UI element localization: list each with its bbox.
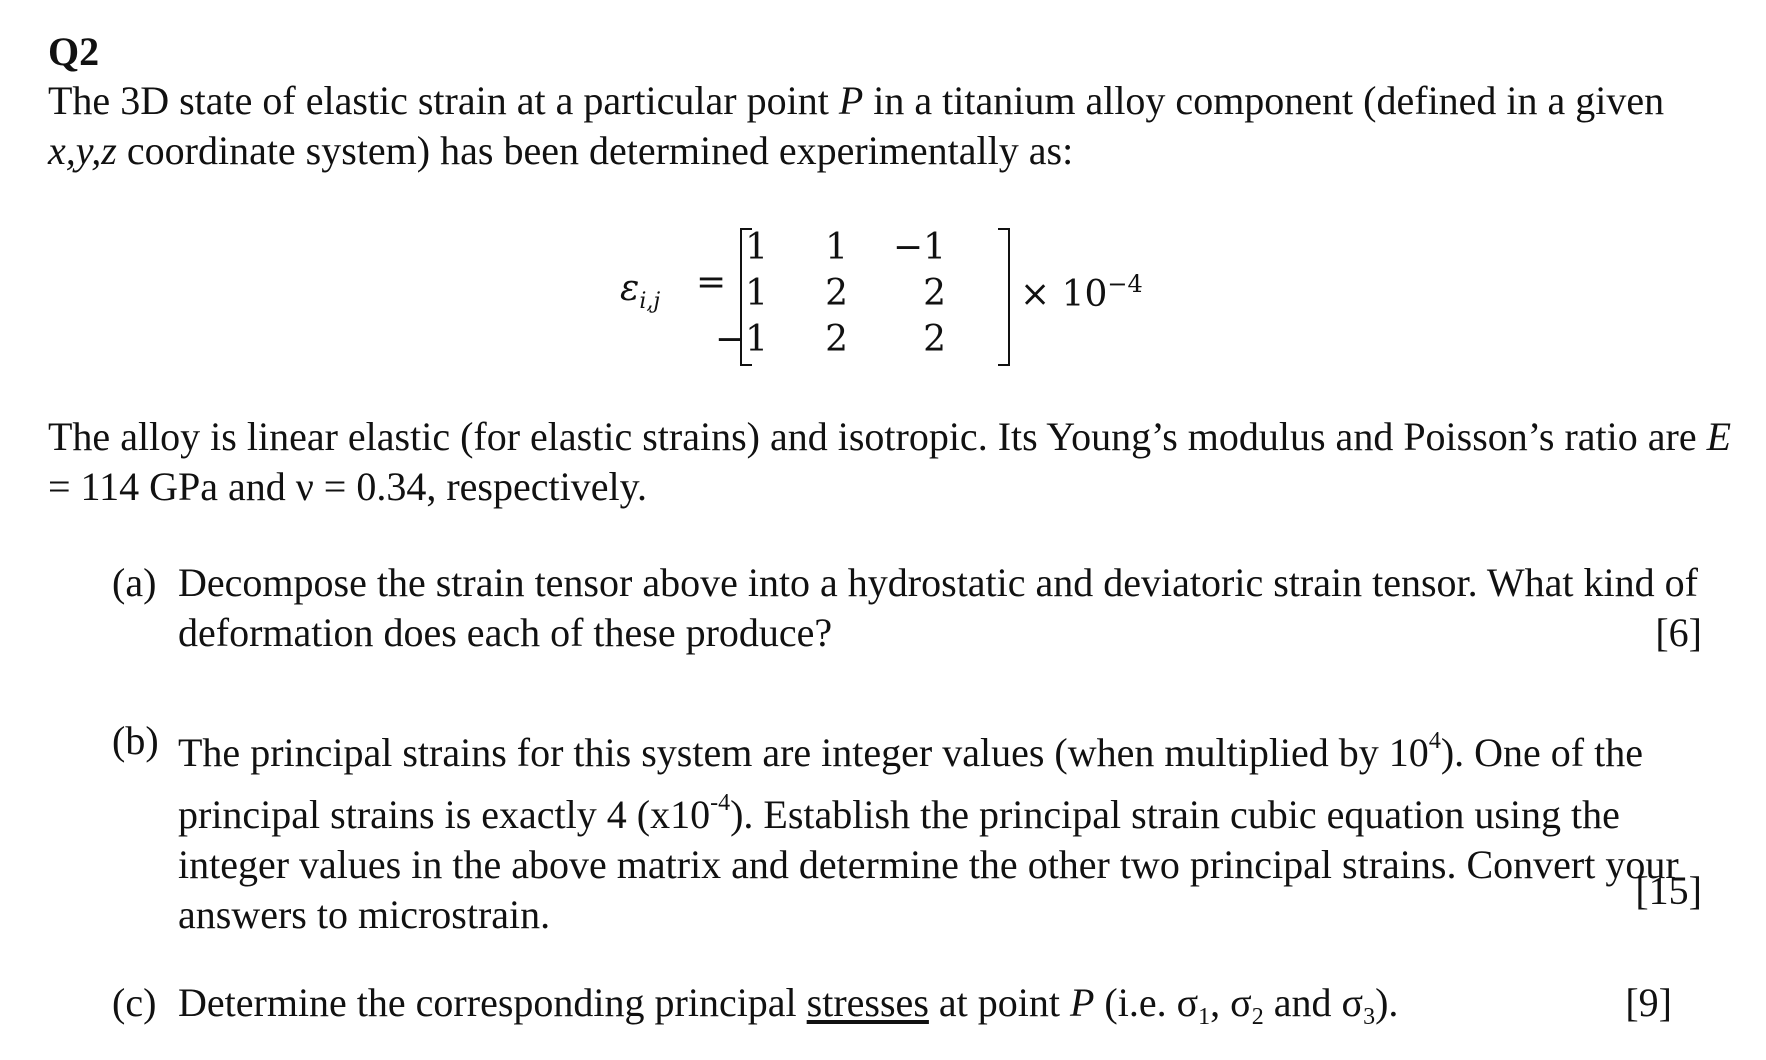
matrix-cell-r1c3: −1: [892, 227, 946, 268]
question-number: Q2: [48, 29, 100, 74]
sigma-2-subscript: 2: [1251, 1004, 1264, 1030]
part-c-text-4: , σ: [1210, 980, 1252, 1025]
part-b-label: (b): [112, 718, 159, 763]
youngs-modulus-symbol: E: [1706, 414, 1732, 459]
equals-sign: =: [696, 262, 727, 303]
strain-symbol: [620, 268, 660, 314]
part-a: [112, 558, 1702, 658]
matrix-cell-r3c1: −1: [714, 319, 768, 360]
matrix-cell-r3c3: 2: [923, 319, 946, 360]
intro-text-2: in a titanium alloy component (defined in a given: [863, 78, 1665, 123]
part-c-text-6: ).: [1375, 980, 1399, 1025]
point-symbol: P: [838, 78, 864, 123]
alloy-text-2: = 114 GPa and ν = 0.34, respectively.: [48, 464, 648, 509]
part-c-text-2: at point: [928, 980, 1070, 1025]
matrix-cell-r2c3: 2: [923, 273, 946, 314]
matrix-cell-r2c2: 2: [825, 273, 848, 314]
part-a-label: (a): [112, 560, 157, 605]
material-properties-paragraph: [48, 412, 1738, 512]
coordinate-axes: x,y,z: [48, 128, 117, 173]
strain-tensor-equation: [618, 222, 1143, 372]
matrix-cell-r3c2: 2: [825, 319, 848, 360]
part-c: [112, 978, 1702, 1028]
part-c-text-5: and σ: [1263, 980, 1364, 1025]
part-c-marks: [9]: [1625, 980, 1672, 1025]
part-c-text-3: (i.e. σ: [1094, 980, 1199, 1025]
part-a-marks: [6]: [1655, 610, 1702, 655]
point-symbol-c: P: [1069, 980, 1095, 1025]
part-b-text: [178, 716, 1702, 940]
part-c-label: (c): [112, 980, 157, 1025]
intro-text-3: coordinate system) has been determined experimentally as:: [116, 128, 1074, 173]
part-b-text-1: The principal strains for this system are integer values (when multiplied by 10: [178, 730, 1429, 775]
part-b-superscript-2: -4: [710, 790, 731, 816]
matrix-cell-r1c2: 1: [825, 227, 848, 268]
sigma-1-subscript: 1: [1198, 1004, 1211, 1030]
matrix-cell-r1c1: 1: [745, 227, 768, 268]
stresses-underlined: stresses: [806, 980, 929, 1025]
part-c-text: [178, 978, 1702, 1042]
part-b-text-3: ). Establish the principal strain cubic equation using the integer values in the above matrix and determine the other two principal strains. Convert your answers to microstrain.: [178, 792, 1679, 937]
part-a-text: Decompose the strain tensor above into a hydrostatic and deviatoric strain tensor. What kind of deformation does each of these produce?: [178, 560, 1698, 655]
scale-factor-base: × 10: [1020, 274, 1108, 315]
part-b-text-2: ). One of the principal strains is exactly 4 (x10: [178, 730, 1643, 837]
epsilon-symbol: ε: [620, 268, 640, 309]
strain-subscript: i,j: [639, 289, 661, 314]
matrix-cell-r2c1: 1: [745, 273, 768, 314]
part-b-marks: [15]: [1635, 868, 1702, 913]
right-bracket: [998, 228, 1010, 366]
intro-text-1: The 3D state of elastic strain at a particular point: [48, 78, 839, 123]
part-b-superscript-1: 4: [1428, 728, 1441, 754]
alloy-text-1: The alloy is linear elastic (for elastic strains) and isotropic. Its Young’s modulus and Poisson’s ratio are: [48, 414, 1707, 459]
part-b: [112, 716, 1702, 937]
sigma-3-subscript: 3: [1363, 1004, 1376, 1030]
scale-factor: [1020, 270, 1143, 315]
part-c-text-1: Determine the corresponding principal: [178, 980, 807, 1025]
scale-factor-exponent: −4: [1107, 270, 1143, 298]
intro-paragraph: [48, 76, 1738, 176]
